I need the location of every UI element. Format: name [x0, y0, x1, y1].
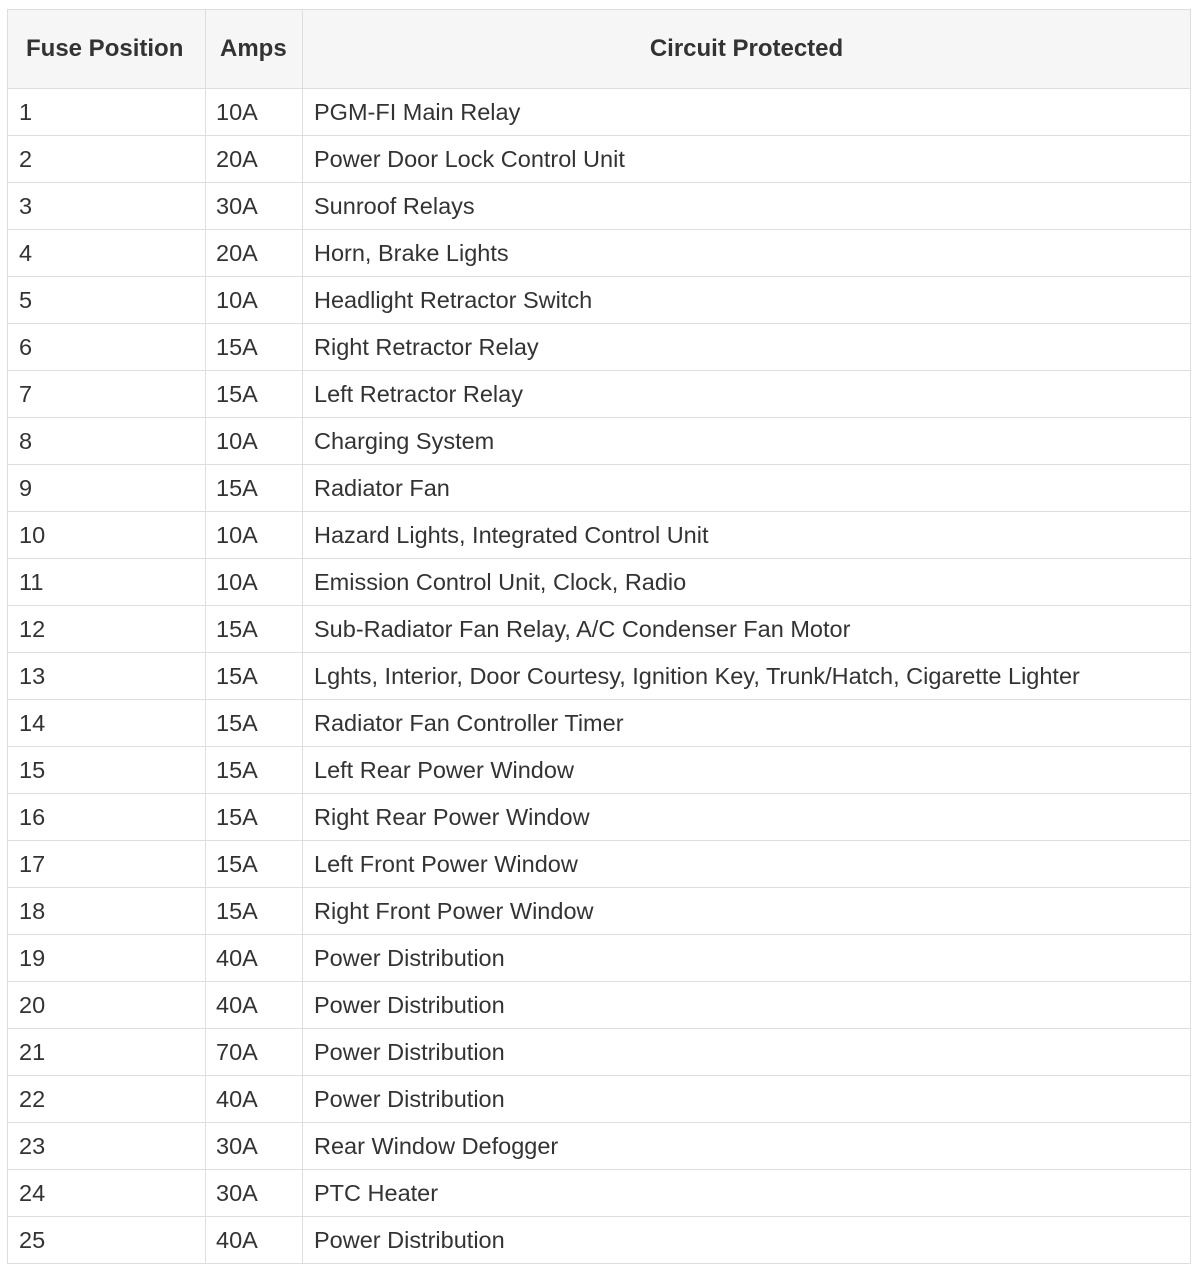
header-amps: Amps [206, 10, 303, 89]
table-row [8, 418, 1191, 465]
amps-cell: 15A [206, 888, 303, 935]
circuit-protected-cell: Right Rear Power Window [303, 794, 1191, 841]
circuit-protected-cell: Power Distribution [303, 1217, 1191, 1264]
amps-cell: 20A [206, 136, 303, 183]
amps-cell: 30A [206, 1170, 303, 1217]
circuit-protected-cell: Lghts, Interior, Door Courtesy, Ignition Key, Trunk/Hatch, Cigarette Lighter [303, 653, 1191, 700]
circuit-protected-cell: Power Distribution [303, 1029, 1191, 1076]
amps-cell: 15A [206, 324, 303, 371]
fuse-position-cell: 12 [8, 606, 206, 653]
table-row [8, 512, 1191, 559]
fuse-position-cell: 9 [8, 465, 206, 512]
fuse-position-cell: 20 [8, 982, 206, 1029]
fuse-position-cell: 5 [8, 277, 206, 324]
table-row [8, 324, 1191, 371]
table-row [8, 136, 1191, 183]
amps-cell: 40A [206, 935, 303, 982]
amps-cell: 40A [206, 982, 303, 1029]
amps-cell: 40A [206, 1217, 303, 1264]
table-row [8, 888, 1191, 935]
amps-cell: 10A [206, 277, 303, 324]
circuit-protected-cell: Charging System [303, 418, 1191, 465]
amps-cell: 70A [206, 1029, 303, 1076]
amps-cell: 10A [206, 89, 303, 136]
table-row [8, 606, 1191, 653]
circuit-protected-cell: Sub-Radiator Fan Relay, A/C Condenser Fan Motor [303, 606, 1191, 653]
table-row [8, 794, 1191, 841]
fuse-position-cell: 7 [8, 371, 206, 418]
amps-cell: 10A [206, 512, 303, 559]
circuit-protected-cell: Hazard Lights, Integrated Control Unit [303, 512, 1191, 559]
amps-cell: 40A [206, 1076, 303, 1123]
fuse-position-cell: 4 [8, 230, 206, 277]
fuse-table [7, 9, 1191, 1264]
table-body [8, 89, 1191, 1264]
fuse-position-cell: 23 [8, 1123, 206, 1170]
fuse-position-cell: 21 [8, 1029, 206, 1076]
fuse-position-cell: 11 [8, 559, 206, 606]
table-row [8, 700, 1191, 747]
amps-cell: 30A [206, 183, 303, 230]
circuit-protected-cell: Power Distribution [303, 982, 1191, 1029]
table-row [8, 982, 1191, 1029]
amps-cell: 15A [206, 653, 303, 700]
fuse-position-cell: 18 [8, 888, 206, 935]
fuse-position-cell: 3 [8, 183, 206, 230]
circuit-protected-cell: Left Rear Power Window [303, 747, 1191, 794]
fuse-position-cell: 25 [8, 1217, 206, 1264]
fuse-position-cell: 17 [8, 841, 206, 888]
table-row [8, 465, 1191, 512]
circuit-protected-cell: Horn, Brake Lights [303, 230, 1191, 277]
circuit-protected-cell: Radiator Fan [303, 465, 1191, 512]
amps-cell: 15A [206, 606, 303, 653]
fuse-position-cell: 2 [8, 136, 206, 183]
circuit-protected-cell: Left Retractor Relay [303, 371, 1191, 418]
table-row [8, 1029, 1191, 1076]
fuse-position-cell: 22 [8, 1076, 206, 1123]
table-row [8, 935, 1191, 982]
table-row [8, 1217, 1191, 1264]
table-row [8, 183, 1191, 230]
circuit-protected-cell: PTC Heater [303, 1170, 1191, 1217]
amps-cell: 30A [206, 1123, 303, 1170]
amps-cell: 10A [206, 418, 303, 465]
fuse-position-cell: 6 [8, 324, 206, 371]
fuse-position-cell: 14 [8, 700, 206, 747]
amps-cell: 15A [206, 841, 303, 888]
fuse-position-cell: 1 [8, 89, 206, 136]
amps-cell: 15A [206, 747, 303, 794]
table-row [8, 841, 1191, 888]
table-row [8, 747, 1191, 794]
amps-cell: 15A [206, 700, 303, 747]
circuit-protected-cell: Right Retractor Relay [303, 324, 1191, 371]
circuit-protected-cell: Sunroof Relays [303, 183, 1191, 230]
circuit-protected-cell: Radiator Fan Controller Timer [303, 700, 1191, 747]
table-row [8, 1123, 1191, 1170]
fuse-table-container [7, 9, 1190, 1264]
table-row [8, 653, 1191, 700]
amps-cell: 15A [206, 465, 303, 512]
amps-cell: 15A [206, 794, 303, 841]
table-header-row [8, 10, 1191, 89]
table-row [8, 1170, 1191, 1217]
table-row [8, 230, 1191, 277]
amps-cell: 20A [206, 230, 303, 277]
fuse-position-cell: 13 [8, 653, 206, 700]
fuse-position-cell: 19 [8, 935, 206, 982]
circuit-protected-cell: Left Front Power Window [303, 841, 1191, 888]
circuit-protected-cell: Emission Control Unit, Clock, Radio [303, 559, 1191, 606]
table-row [8, 559, 1191, 606]
fuse-position-cell: 15 [8, 747, 206, 794]
amps-cell: 10A [206, 559, 303, 606]
fuse-position-cell: 8 [8, 418, 206, 465]
fuse-position-cell: 10 [8, 512, 206, 559]
circuit-protected-cell: Right Front Power Window [303, 888, 1191, 935]
table-row [8, 277, 1191, 324]
circuit-protected-cell: Power Distribution [303, 935, 1191, 982]
header-circuit-protected: Circuit Protected [303, 10, 1191, 89]
circuit-protected-cell: PGM-FI Main Relay [303, 89, 1191, 136]
circuit-protected-cell: Headlight Retractor Switch [303, 277, 1191, 324]
circuit-protected-cell: Power Distribution [303, 1076, 1191, 1123]
circuit-protected-cell: Rear Window Defogger [303, 1123, 1191, 1170]
table-row [8, 89, 1191, 136]
table-row [8, 1076, 1191, 1123]
table-row [8, 371, 1191, 418]
amps-cell: 15A [206, 371, 303, 418]
circuit-protected-cell: Power Door Lock Control Unit [303, 136, 1191, 183]
fuse-position-cell: 16 [8, 794, 206, 841]
header-fuse-position: Fuse Position [8, 10, 206, 89]
fuse-position-cell: 24 [8, 1170, 206, 1217]
